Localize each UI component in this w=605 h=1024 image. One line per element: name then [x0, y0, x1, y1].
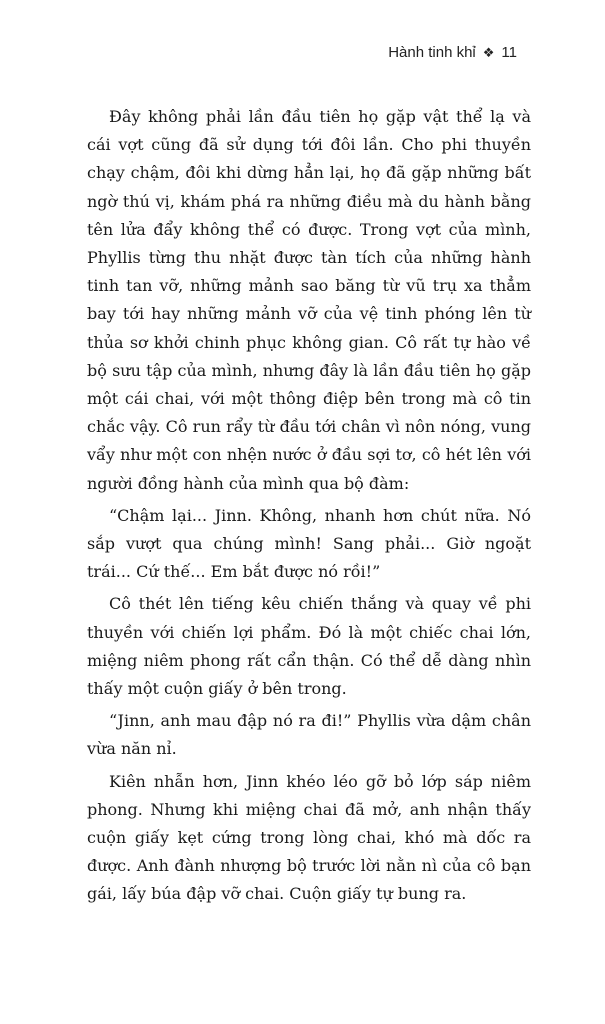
paragraph: Cô thét lên tiếng kêu chiến thắng và quay về phi thuyền với chiến lợi phẩm. Đó là một chiếc chai lớn, miệng niêm phong rất cẩn thận. Có thể dễ dàng nhìn thấy một cuộn giấy ở bên trong.: [87, 594, 531, 699]
paragraph: Kiên nhẫn hơn, Jinn khéo léo gỡ bỏ lớp sáp niêm phong. Nhưng khi miệng chai đã mở, anh nhận thấy cuộn giấy kẹt cứng trong lòng chai, khó mà dốc ra được. Anh đành nhượng bộ trước lời nằn nì của cô bạn gái, lấy búa đập vỡ chai. Cuộn giấy tự bung ra.: [87, 771, 531, 904]
running-header: [388, 44, 517, 61]
body-text: [87, 103, 531, 909]
paragraph: “Chậm lại... Jinn. Không, nhanh hơn chút nữa. Nó sắp vượt qua chúng mình! Sang phải... Giờ ngoặt trái... Cứ thế... Em bắt được nó rồi!”: [87, 505, 531, 582]
ornament-icon: ❖: [482, 44, 495, 60]
paragraph: “Jinn, anh mau đập nó ra đi!” Phyllis vừa dậm chân vừa năn nỉ.: [87, 711, 531, 759]
page-number: 11: [501, 44, 517, 61]
book-title: Hành tinh khỉ: [388, 44, 476, 61]
paragraph: Đây không phải lần đầu tiên họ gặp vật thể lạ và cái vợt cũng đã sử dụng tới đôi lần. Cho phi thuyền chạy chậm, đôi khi dừng hẳn lại, họ đã gặp những bất ngờ thú vị, khám phá ra những điều mà du hành bằng tên lửa đẩy không thể có được. Trong vợt của mình, Phyllis từng thu nhặt được tàn tích của những hành tinh tan vỡ, những mảnh sao băng từ vũ trụ xa thẳm bay tới hay những mảnh vỡ của vệ tinh phóng lên từ thủa sơ khởi chinh phục không gian. Cô rất tự hào về bộ sưu tập của mình, nhưng đây là lần đầu tiên họ gặp một cái chai, với một thông điệp bên trong mà cô tin chắc vậy. Cô run rẩy từ đầu tới chân vì nôn nóng, vung vẩy như một con nhện nước ở đầu sợi tơ, cô hét lên với người đồng hành của mình qua bộ đàm:: [87, 107, 531, 493]
